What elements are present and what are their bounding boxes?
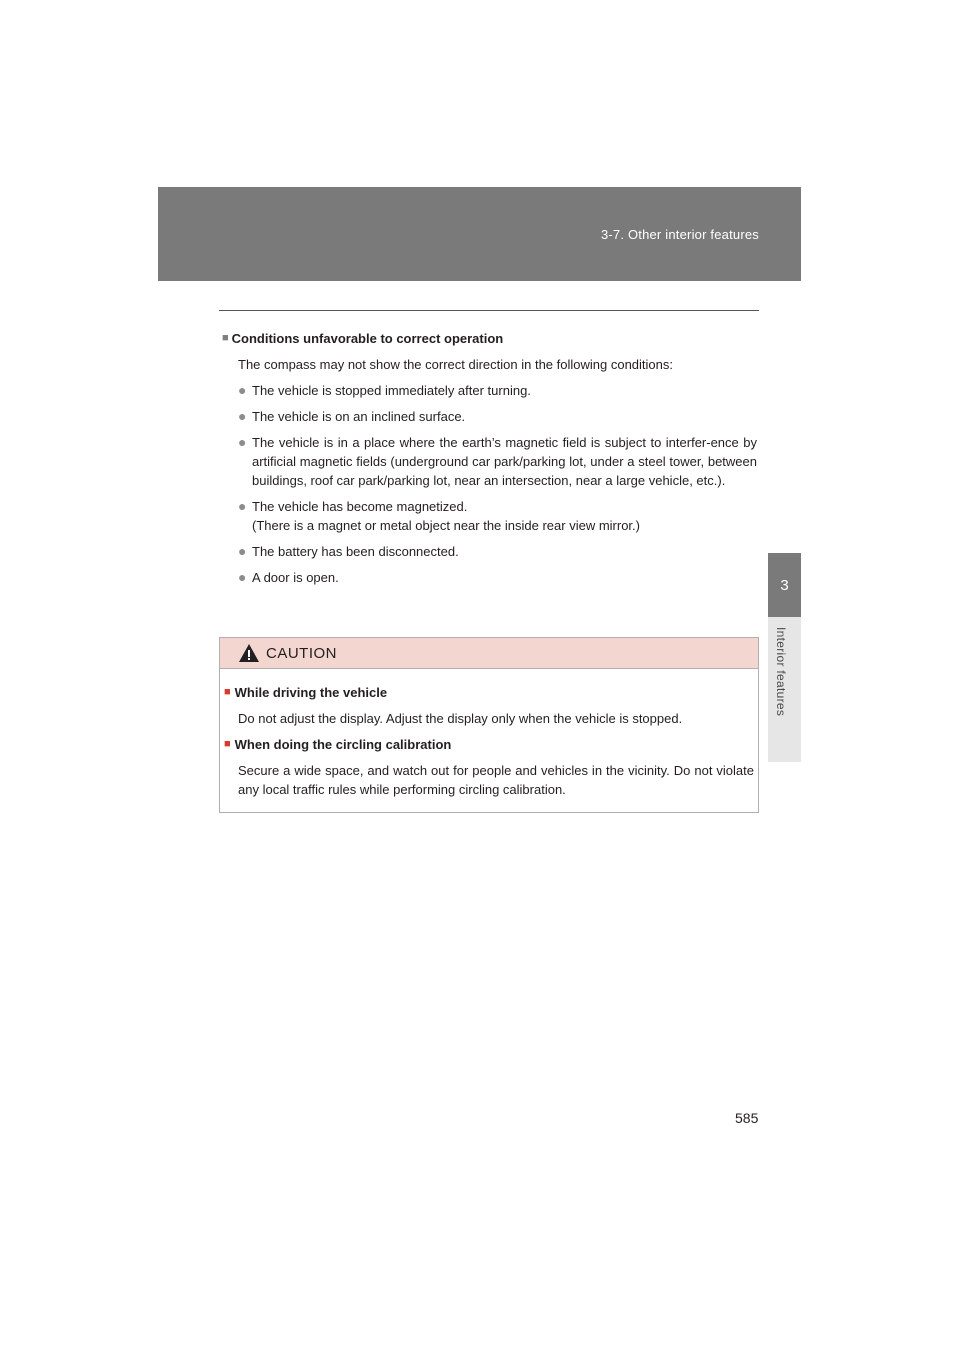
bullet-dot-icon: ● [238, 434, 247, 450]
caution-box [219, 637, 759, 813]
list-item: ● The vehicle has become magnetized. (There is a magnet or metal object near the inside rear view mirror.) [238, 498, 640, 533]
caution-title: CAUTION [266, 644, 337, 662]
conditions-heading: ■ Conditions unfavorable to correct operation [222, 331, 504, 346]
section-divider [219, 310, 759, 311]
square-bullet-icon: ■ [222, 332, 229, 344]
bullet-dot-icon: ● [238, 543, 247, 559]
bullet-dot-icon: ● [238, 498, 247, 514]
caution-heading: ■ While driving the vehicle [224, 685, 388, 700]
list-item: ● The vehicle is stopped immediately after turning. [238, 382, 531, 398]
section-title: 3-7. Other interior features [600, 227, 759, 242]
page-number: 585 [735, 1110, 759, 1126]
caution-text: Do not adjust the display. Adjust the display only when the vehicle is stopped. [238, 711, 683, 726]
bullet-dot-icon: ● [238, 569, 247, 585]
bullet-dot-icon: ● [238, 408, 247, 424]
chapter-tab-number: 3 [768, 553, 801, 617]
conditions-intro: The compass may not show the correct direction in the following conditions: [238, 357, 673, 372]
bullet-dot-icon: ● [238, 382, 247, 398]
square-bullet-icon: ■ [224, 686, 231, 698]
conditions-section [222, 329, 757, 594]
list-item: ● A door is open. [238, 569, 339, 585]
warning-triangle-icon [238, 643, 260, 663]
caution-heading: ■ When doing the circling calibration [224, 737, 452, 752]
caution-text: Secure a wide space, and watch out for people and vehicles in the vicinity. Do not violate any local traffic rules while performing circling calibration. [238, 763, 754, 797]
list-item: ● The vehicle is in a place where the earth’s magnetic field is subject to interfer-ence by artificial magnetic fields (underground car park/parking lot, under a steel tower, between buildings, roof car park/parking lot, near an intersection, near a large vehicle, etc.). [238, 434, 757, 488]
chapter-tab-label: Interior features [774, 627, 788, 717]
list-item: ● The battery has been disconnected. [238, 543, 459, 559]
list-item-note: (There is a magnet or metal object near the inside rear view mirror.) [252, 518, 640, 533]
caution-body [220, 669, 758, 799]
square-bullet-icon: ■ [224, 738, 231, 750]
chapter-tab [768, 617, 801, 762]
header-band [158, 187, 801, 281]
caution-header [220, 638, 758, 669]
list-item: ● The vehicle is on an inclined surface. [238, 408, 466, 424]
